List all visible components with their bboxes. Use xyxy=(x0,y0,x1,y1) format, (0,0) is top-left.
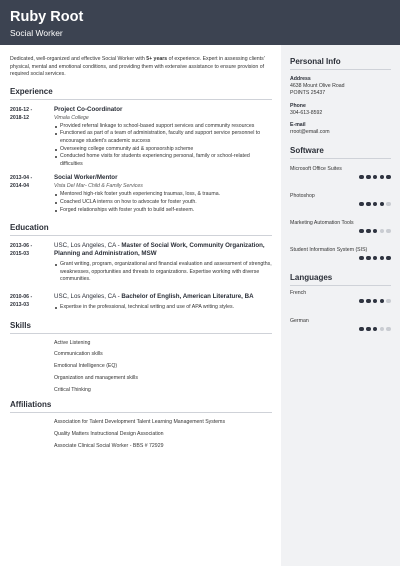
date-end: 2015-03 xyxy=(10,251,30,258)
bullet-list xyxy=(54,261,272,284)
software-item xyxy=(290,166,391,186)
rating-dot-filled xyxy=(373,202,378,207)
software-item xyxy=(290,193,391,213)
address-line-1: 4638 Mount Olive Road xyxy=(290,83,345,89)
software-item xyxy=(290,220,391,240)
date-start: 2010-06 - xyxy=(10,293,33,300)
rating-dot-filled xyxy=(373,299,378,304)
phone-value: 304-613-8592 xyxy=(290,109,323,116)
skill-item: Organization and management skills xyxy=(54,374,138,381)
rating-dot-filled xyxy=(380,202,385,207)
address-line-2: POINTS 25437 xyxy=(290,90,326,97)
date-end: 2018-12 xyxy=(10,114,30,121)
rating-dot-filled xyxy=(359,327,364,332)
rating-dot-empty xyxy=(386,299,391,304)
bullet-item: Expertise in the professional, technical writing and use of APA writing styles. xyxy=(54,304,272,312)
entry-dates xyxy=(10,174,50,190)
rating-dot-filled xyxy=(380,256,385,261)
skills-list xyxy=(10,338,272,397)
skill-item: Communication skills xyxy=(54,351,103,358)
software-item xyxy=(290,247,391,267)
language-item xyxy=(290,290,391,314)
rating-dot-filled xyxy=(366,175,371,180)
rating-dot-filled xyxy=(366,299,371,304)
job-title: Project Co-Coordinator xyxy=(54,105,123,113)
employer-name: Vimala College xyxy=(54,114,89,121)
school-location: USC, Los Angeles, CA - xyxy=(54,242,122,250)
degree-title xyxy=(54,242,272,258)
bullet-item: Conducted home visits for students experiencing personal, family or school-related difficulties xyxy=(54,153,272,168)
rating-dot-filled xyxy=(373,229,378,234)
education-entry xyxy=(10,293,272,312)
rating-dot-filled xyxy=(366,327,371,332)
education-list xyxy=(10,242,272,311)
language-item xyxy=(290,318,391,342)
affiliation-item: Association for Talent Development Talent Learning Management Systems xyxy=(54,419,226,426)
rating-dot-filled xyxy=(359,175,364,180)
experience-title: Experience xyxy=(10,87,272,100)
education-title: Education xyxy=(10,223,272,236)
date-start: 2016-12 - xyxy=(10,106,33,113)
date-end: 2013-03 xyxy=(10,301,30,308)
email-label: E-mail xyxy=(290,122,306,129)
rating-dots xyxy=(359,299,391,304)
rating-dot-filled xyxy=(386,175,391,180)
rating-dot-filled xyxy=(359,299,364,304)
rating-dots xyxy=(359,327,391,332)
rating-dot-filled xyxy=(380,175,385,180)
rating-dot-filled xyxy=(359,229,364,234)
bullet-item: Coached UCLA interns on how to advocate for foster youth. xyxy=(54,199,272,207)
candidate-role: Social Worker xyxy=(10,28,63,38)
bullet-list xyxy=(54,123,272,169)
job-title: Social Worker/Mentor xyxy=(54,174,118,182)
entry-dates xyxy=(10,106,50,122)
affiliations-title: Affiliations xyxy=(10,400,272,413)
rating-dot-empty xyxy=(386,229,391,234)
rating-dot-filled xyxy=(359,256,364,261)
software-name: Student Information System (SIS) xyxy=(290,246,368,253)
address-label: Address xyxy=(290,76,311,82)
experience-entry xyxy=(10,174,272,214)
candidate-name: Ruby Root xyxy=(10,9,84,25)
bullet-item: Functioned as part of a team of administration, faculty and support service personnel to encourage student's academic success xyxy=(54,130,272,145)
rating-dot-filled xyxy=(359,202,364,207)
languages-section xyxy=(281,273,400,342)
rating-dot-filled xyxy=(373,175,378,180)
bullet-item: Mentored high-risk foster youth experiencing traumas, loss, & trauma. xyxy=(54,191,272,199)
rating-dot-filled xyxy=(366,229,371,234)
entry-dates xyxy=(10,293,50,309)
rating-dots xyxy=(359,175,391,180)
skills-title: Skills xyxy=(10,321,272,334)
affiliations-list xyxy=(10,417,272,452)
software-title: Software xyxy=(290,146,391,159)
sidebar xyxy=(281,45,400,566)
rating-dot-empty xyxy=(386,327,391,332)
summary-text-start: Dedicated, well-organized and effective Social Worker with xyxy=(10,56,147,62)
bullet-item: Grant writing, program, organizational and financial evaluation and assessment of strengths, weaknesses, opportunities and threats to organizations. Expertise working with diverse communities. xyxy=(54,261,272,284)
software-list xyxy=(290,166,391,267)
rating-dots xyxy=(359,256,391,261)
date-start: 2013-04 - xyxy=(10,175,33,182)
rating-dots xyxy=(359,202,391,207)
degree-title xyxy=(54,293,272,301)
bullet-item: Overseeing college community aid & sponsorship scheme xyxy=(54,146,272,154)
experience-list xyxy=(10,106,272,214)
school-location: USC, Los Angeles, CA - xyxy=(54,292,122,300)
education-entry xyxy=(10,242,272,284)
rating-dot-empty xyxy=(380,229,385,234)
affiliation-item: Associate Clinical Social Worker - BBS # 72929 xyxy=(54,443,164,450)
rating-dot-filled xyxy=(380,299,385,304)
language-name: French xyxy=(290,289,307,296)
rating-dot-filled xyxy=(373,256,378,261)
skill-item: Critical Thinking xyxy=(54,386,91,393)
software-name: Photoshop xyxy=(290,192,315,199)
date-end: 2014-04 xyxy=(10,183,30,190)
rating-dot-filled xyxy=(373,327,378,332)
language-name: German xyxy=(290,317,309,324)
email-value: rroot@email.com xyxy=(290,129,330,136)
language-list xyxy=(290,290,391,342)
employer-name: Vista Del Mar- Child & Family Services xyxy=(54,183,143,190)
personal-info-title: Personal Info xyxy=(290,57,391,70)
rating-dots xyxy=(359,229,391,234)
main-column xyxy=(10,45,272,453)
summary-years: 5+ years xyxy=(146,56,168,62)
software-section xyxy=(281,146,400,267)
languages-title: Languages xyxy=(290,273,391,286)
phone-label: Phone xyxy=(290,102,306,109)
rating-dot-empty xyxy=(386,202,391,207)
personal-info-section xyxy=(281,45,400,137)
bullet-list xyxy=(54,304,272,312)
summary xyxy=(10,56,272,79)
summary-text-end: of experience. Expert in assessing clients' physical, mental and emotional conditions, and providing them with extensive assistance to ensure provision of required social services. xyxy=(10,56,265,78)
entry-dates xyxy=(10,242,50,258)
software-name: Marketing Automation Tools xyxy=(290,219,354,226)
rating-dot-filled xyxy=(386,256,391,261)
date-start: 2013-06 - xyxy=(10,243,33,250)
bullet-item: Provided referral linkage to school-based support services and community resources xyxy=(54,123,272,131)
rating-dot-empty xyxy=(380,327,385,332)
software-name: Microsoft Office Suites xyxy=(290,165,342,172)
affiliation-item: Quality Matters Instructional Design Association xyxy=(54,431,164,438)
skill-item: Active Listening xyxy=(54,339,91,346)
experience-entry xyxy=(10,106,272,169)
bullet-list xyxy=(54,191,272,214)
bullet-item: Forged relationships with foster youth to build self-esteem. xyxy=(54,207,272,215)
degree-name: Master of Social Work, Community Organization, Planning and Administration, MSW xyxy=(54,242,265,258)
resume-header xyxy=(0,0,400,45)
skill-item: Emotional Intelligence (EQ) xyxy=(54,363,118,370)
degree-name: Bachelor of English, American Literature, BA xyxy=(121,292,254,300)
rating-dot-filled xyxy=(366,202,371,207)
rating-dot-filled xyxy=(366,256,371,261)
